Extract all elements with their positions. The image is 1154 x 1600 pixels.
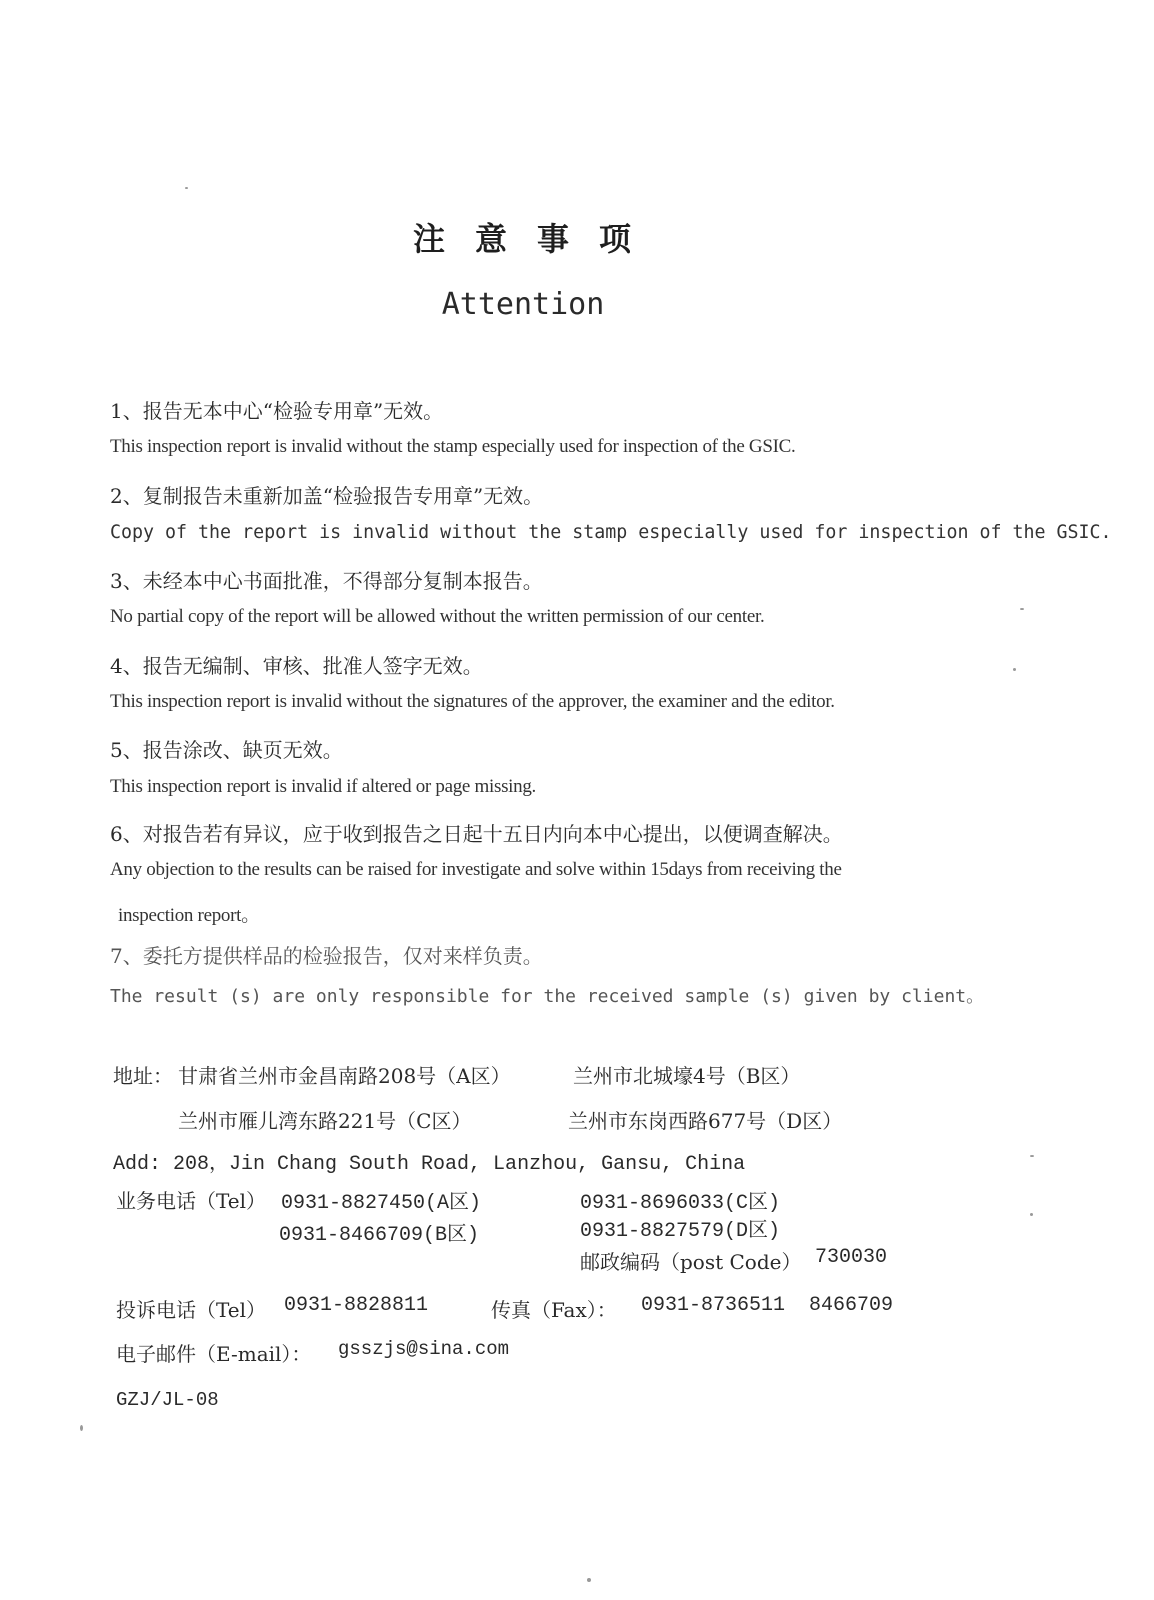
fax-value: 0931-8736511 8466709 — [641, 1294, 894, 1317]
scan-speck — [1013, 668, 1016, 671]
complaint-phone-value: 0931-8828811 — [284, 1294, 429, 1317]
scan-speck — [185, 187, 188, 189]
note-3-cn: 3、未经本中心书面批准，不得部分复制本报告。 — [110, 569, 543, 593]
form-code: GZJ/JL-08 — [116, 1389, 219, 1411]
fax-label: 传真（Fax）： — [491, 1298, 617, 1322]
address-c: 兰州市雁儿湾东路221号（C区） — [178, 1109, 472, 1133]
email-value: gsszjs@sina.com — [338, 1338, 510, 1360]
note-6-en-cont: inspection report。 — [118, 905, 260, 926]
scan-speck — [1030, 1213, 1033, 1216]
postcode-label: 邮政编码（post Code） — [580, 1250, 802, 1274]
title-chinese: 注意事项 — [412, 220, 661, 258]
address-a: 甘肃省兰州市金昌南路208号（A区） — [178, 1064, 511, 1088]
note-1-en: This inspection report is invalid without the stamp especially used for inspection of the GSIC. — [110, 436, 796, 457]
business-phone-c: 0931-8696033(C区) — [580, 1192, 781, 1215]
note-7-cn: 7、委托方提供样品的检验报告，仅对来样负责。 — [110, 944, 543, 968]
address-label: 地址： — [113, 1064, 173, 1088]
business-phone-a: 0931-8827450(A区) — [281, 1192, 482, 1215]
note-4-cn: 4、报告无编制、审核、批准人签字无效。 — [110, 654, 483, 678]
note-6-cn: 6、对报告若有异议，应于收到报告之日起十五日内向本中心提出，以便调查解决。 — [110, 822, 843, 846]
note-7-en: The result (s) are only responsible for the received sample (s) given by client。 — [110, 986, 985, 1007]
business-phone-d: 0931-8827579(D区) — [580, 1220, 781, 1243]
scan-speck — [80, 1425, 83, 1431]
scan-speck — [1020, 608, 1024, 610]
address-english: Add: 208，Jin Chang South Road, Lanzhou, Gansu, China — [113, 1153, 746, 1176]
address-d: 兰州市东岗西路677号（D区） — [568, 1109, 843, 1133]
business-phone-label: 业务电话（Tel） — [116, 1189, 267, 1213]
postcode-value: 730030 — [815, 1246, 888, 1269]
scan-speck — [1030, 1155, 1034, 1157]
note-5-cn: 5、报告涂改、缺页无效。 — [110, 738, 343, 762]
note-2-cn: 2、复制报告未重新加盖“检验报告专用章”无效。 — [110, 484, 544, 508]
address-b: 兰州市北城壕4号（B区） — [573, 1064, 801, 1088]
note-6-en: Any objection to the results can be raised for investigate and solve within 15days from receiving the — [110, 859, 842, 880]
note-4-en: This inspection report is invalid without the signatures of the approver, the examiner and the editor. — [110, 691, 835, 712]
title-english: Attention — [441, 287, 605, 322]
note-1-cn: 1、报告无本中心“检验专用章”无效。 — [110, 399, 444, 423]
note-5-en: This inspection report is invalid if altered or page missing. — [110, 776, 536, 797]
business-phone-b: 0931-8466709(B区) — [279, 1224, 480, 1247]
scan-speck — [587, 1578, 591, 1582]
complaint-phone-label: 投诉电话（Tel） — [116, 1298, 267, 1322]
email-label: 电子邮件（E-mail）： — [116, 1342, 312, 1366]
note-3-en: No partial copy of the report will be allowed without the written permission of our center. — [110, 606, 765, 627]
note-2-en: Copy of the report is invalid without the stamp especially used for inspection of the GSIC. — [110, 522, 1112, 543]
